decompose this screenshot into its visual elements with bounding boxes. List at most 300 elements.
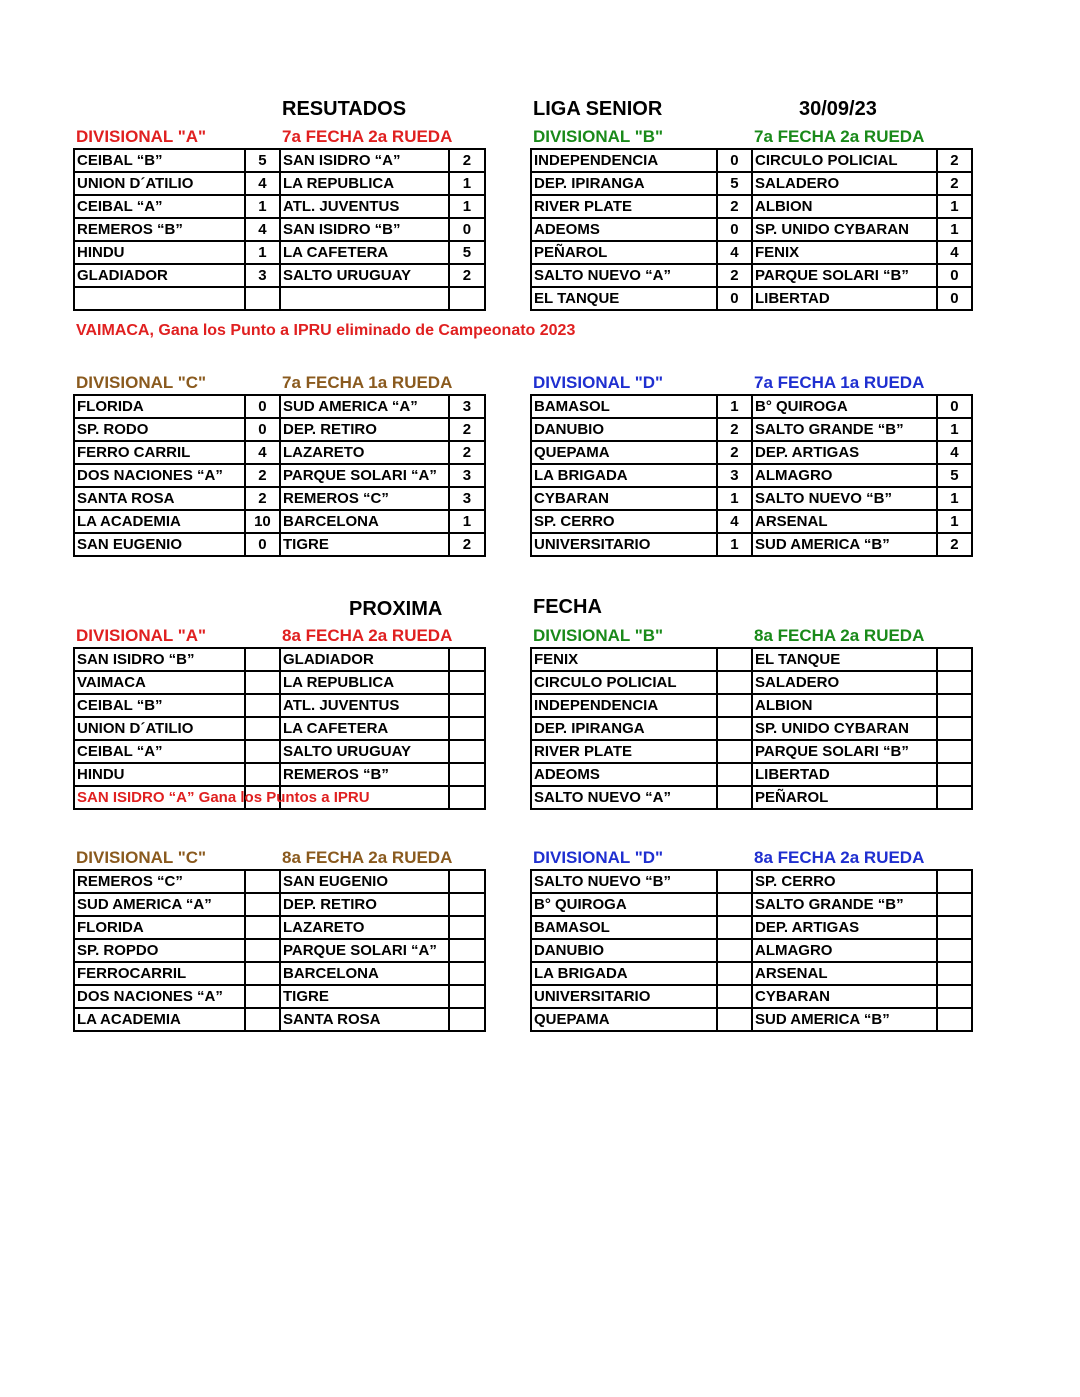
- team-away: BARCELONA: [280, 510, 449, 533]
- team-home: CEIBAL “A”: [74, 195, 245, 218]
- score-home: 0: [245, 533, 280, 556]
- res-divC-round: 7a FECHA 1a RUEDA: [282, 373, 453, 392]
- team-away: SALADERO: [752, 671, 937, 694]
- score-home: 2: [717, 195, 752, 218]
- team-home: HINDU: [74, 241, 245, 264]
- match-row: [531, 510, 972, 533]
- score-home: [245, 287, 280, 310]
- match-row: [531, 870, 972, 893]
- team-home: SANTA ROSA: [74, 487, 245, 510]
- team-away: SALTO NUEVO “B”: [752, 487, 937, 510]
- score-home: [245, 717, 280, 740]
- match-row: [531, 648, 972, 671]
- team-away: DEP. ARTIGAS: [752, 916, 937, 939]
- match-row: [531, 395, 972, 418]
- score-home: [717, 717, 752, 740]
- team-away: SALTO GRANDE “B”: [752, 418, 937, 441]
- score-away: 2: [937, 172, 972, 195]
- score-home: 0: [245, 418, 280, 441]
- team-away: PEÑAROL: [752, 786, 937, 809]
- score-away: 2: [937, 149, 972, 172]
- res-divD-round: 7a FECHA 1a RUEDA: [754, 373, 925, 392]
- team-home: FLORIDA: [74, 395, 245, 418]
- team-home: FENIX: [531, 648, 717, 671]
- score-home: [717, 694, 752, 717]
- match-row: [74, 218, 485, 241]
- match-row: [74, 694, 485, 717]
- team-away: CYBARAN: [752, 985, 937, 1008]
- score-home: 4: [245, 218, 280, 241]
- score-away: [449, 740, 485, 763]
- team-away: PARQUE SOLARI “A”: [280, 464, 449, 487]
- score-away: [449, 1008, 485, 1031]
- match-row: [531, 717, 972, 740]
- team-home: RIVER PLATE: [531, 195, 717, 218]
- team-home: DEP. IPIRANGA: [531, 172, 717, 195]
- team-home: SP. ROPDO: [74, 939, 245, 962]
- score-home: [245, 740, 280, 763]
- score-home: 4: [245, 441, 280, 464]
- team-away: SAN EUGENIO: [280, 870, 449, 893]
- score-away: 0: [937, 395, 972, 418]
- match-row: [531, 740, 972, 763]
- score-away: [449, 870, 485, 893]
- match-row: [531, 939, 972, 962]
- match-row: [74, 1008, 485, 1031]
- team-home: SAN ISIDRO “B”: [74, 648, 245, 671]
- match-row: [531, 441, 972, 464]
- match-row: [531, 195, 972, 218]
- team-away: B° QUIROGA: [752, 395, 937, 418]
- team-home: VAIMACA: [74, 671, 245, 694]
- match-row: [74, 149, 485, 172]
- team-home: RIVER PLATE: [531, 740, 717, 763]
- team-home: UNION D´ATILIO: [74, 717, 245, 740]
- team-away: LA CAFETERA: [280, 241, 449, 264]
- score-home: [717, 893, 752, 916]
- score-away: 4: [937, 441, 972, 464]
- team-home: SALTO NUEVO “B”: [531, 870, 717, 893]
- match-row: [74, 395, 485, 418]
- team-away: SAN ISIDRO “A”: [280, 149, 449, 172]
- score-home: 10: [245, 510, 280, 533]
- score-away: 3: [449, 487, 485, 510]
- score-away: [449, 287, 485, 310]
- team-home: DANUBIO: [531, 939, 717, 962]
- match-row: [74, 740, 485, 763]
- score-home: 0: [245, 395, 280, 418]
- match-row: [74, 939, 485, 962]
- team-away: TIGRE: [280, 533, 449, 556]
- next-divB-table: [530, 647, 973, 810]
- team-home: INDEPENDENCIA: [531, 149, 717, 172]
- score-home: 3: [717, 464, 752, 487]
- team-away: ALMAGRO: [752, 939, 937, 962]
- match-row: [74, 172, 485, 195]
- team-away: SUD AMERICA “B”: [752, 533, 937, 556]
- score-away: [449, 671, 485, 694]
- team-home: CIRCULO POLICIAL: [531, 671, 717, 694]
- team-home: DOS NACIONES “A”: [74, 464, 245, 487]
- score-home: 1: [245, 195, 280, 218]
- match-row: [531, 533, 972, 556]
- score-home: 1: [717, 395, 752, 418]
- score-away: [449, 648, 485, 671]
- score-away: 0: [937, 264, 972, 287]
- res-note: VAIMACA, Gana los Punto a IPRU eliminado de Campeonato 2023: [76, 322, 576, 339]
- res-divB-table: [530, 148, 973, 311]
- score-away: 2: [937, 533, 972, 556]
- team-home: FERROCARRIL: [74, 962, 245, 985]
- team-home: INDEPENDENCIA: [531, 694, 717, 717]
- team-home: CEIBAL “B”: [74, 694, 245, 717]
- next-divB-round: 8a FECHA 2a RUEDA: [754, 626, 925, 645]
- next-divA-title: DIVISIONAL "A": [76, 626, 207, 645]
- score-home: [245, 694, 280, 717]
- date-heading: 30/09/23: [799, 98, 877, 120]
- score-home: 2: [245, 464, 280, 487]
- team-away: FENIX: [752, 241, 937, 264]
- match-row: [74, 763, 485, 786]
- res-divD-title: DIVISIONAL "D": [533, 373, 664, 392]
- team-home: B° QUIROGA: [531, 893, 717, 916]
- team-away: LIBERTAD: [752, 763, 937, 786]
- team-home: DANUBIO: [531, 418, 717, 441]
- next-fecha-heading: FECHA: [533, 596, 602, 618]
- score-home: [717, 786, 752, 809]
- score-home: [717, 648, 752, 671]
- score-home: [717, 939, 752, 962]
- team-home: SP. CERRO: [531, 510, 717, 533]
- match-row: [74, 464, 485, 487]
- match-row: [74, 510, 485, 533]
- match-row: [74, 441, 485, 464]
- score-home: [717, 763, 752, 786]
- team-home: UNIVERSITARIO: [531, 985, 717, 1008]
- match-row: [531, 671, 972, 694]
- score-away: 0: [449, 218, 485, 241]
- match-row: [74, 241, 485, 264]
- team-away: LAZARETO: [280, 916, 449, 939]
- score-away: 0: [937, 287, 972, 310]
- score-home: [245, 962, 280, 985]
- team-away: LA CAFETERA: [280, 717, 449, 740]
- team-away: SUD AMERICA “B”: [752, 1008, 937, 1031]
- empty-cell: [449, 786, 485, 809]
- team-home: BAMASOL: [531, 395, 717, 418]
- score-home: [245, 893, 280, 916]
- team-home: REMEROS “C”: [74, 870, 245, 893]
- team-home: SUD AMERICA “A”: [74, 893, 245, 916]
- score-home: [717, 962, 752, 985]
- res-divB-round: 7a FECHA 2a RUEDA: [754, 127, 925, 146]
- league-heading: LIGA SENIOR: [533, 98, 663, 120]
- score-away: 1: [937, 487, 972, 510]
- next-divD-round: 8a FECHA 2a RUEDA: [754, 848, 925, 867]
- score-home: 5: [717, 172, 752, 195]
- team-away: SP. CERRO: [752, 870, 937, 893]
- match-row: [531, 487, 972, 510]
- team-away: LA REPUBLICA: [280, 671, 449, 694]
- match-row: [531, 172, 972, 195]
- res-divC-table: [73, 394, 486, 557]
- next-divC-table: [73, 869, 486, 1032]
- score-away: 2: [449, 149, 485, 172]
- match-row: [531, 1008, 972, 1031]
- team-away: BARCELONA: [280, 962, 449, 985]
- match-row: [74, 717, 485, 740]
- note-text: SAN ISIDRO “A” Gana los Puntos a IPRU: [77, 789, 370, 806]
- score-away: [449, 893, 485, 916]
- team-away: EL TANQUE: [752, 648, 937, 671]
- score-home: 5: [245, 149, 280, 172]
- match-row: [74, 962, 485, 985]
- score-away: 3: [449, 464, 485, 487]
- team-home: CYBARAN: [531, 487, 717, 510]
- team-home: UNIVERSITARIO: [531, 533, 717, 556]
- next-divC-round: 8a FECHA 2a RUEDA: [282, 848, 453, 867]
- team-home: SALTO NUEVO “A”: [531, 264, 717, 287]
- score-home: [245, 870, 280, 893]
- match-row: [74, 916, 485, 939]
- team-away: SALADERO: [752, 172, 937, 195]
- team-away: TIGRE: [280, 985, 449, 1008]
- res-divB-title: DIVISIONAL "B": [533, 127, 664, 146]
- score-home: [245, 763, 280, 786]
- next-heading: PROXIMA: [349, 598, 443, 620]
- score-home: [245, 1008, 280, 1031]
- next-divC-title: DIVISIONAL "C": [76, 848, 207, 867]
- score-home: 2: [717, 264, 752, 287]
- team-away: ATL. JUVENTUS: [280, 195, 449, 218]
- score-away: [449, 962, 485, 985]
- res-divA-title: DIVISIONAL "A": [76, 127, 207, 146]
- score-away: 1: [449, 510, 485, 533]
- score-home: [245, 939, 280, 962]
- team-away: DEP. ARTIGAS: [752, 441, 937, 464]
- score-home: [717, 671, 752, 694]
- score-home: 0: [717, 149, 752, 172]
- score-home: [717, 916, 752, 939]
- score-away: 1: [449, 195, 485, 218]
- match-row: [74, 418, 485, 441]
- match-row: [74, 870, 485, 893]
- team-away: SALTO GRANDE “B”: [752, 893, 937, 916]
- score-away: [937, 1008, 972, 1031]
- score-away: 1: [449, 172, 485, 195]
- team-home: DEP. IPIRANGA: [531, 717, 717, 740]
- score-home: 2: [245, 487, 280, 510]
- score-away: [449, 717, 485, 740]
- match-row: [531, 464, 972, 487]
- team-away: ATL. JUVENTUS: [280, 694, 449, 717]
- next-divA-table: [73, 647, 486, 810]
- match-row: [74, 287, 485, 310]
- team-home: HINDU: [74, 763, 245, 786]
- team-home: FERRO CARRIL: [74, 441, 245, 464]
- score-away: [937, 962, 972, 985]
- res-divD-table: [530, 394, 973, 557]
- team-away: LAZARETO: [280, 441, 449, 464]
- score-away: 1: [937, 510, 972, 533]
- team-away: PARQUE SOLARI “A”: [280, 939, 449, 962]
- next-divB-title: DIVISIONAL "B": [533, 626, 664, 645]
- team-away: SALTO URUGUAY: [280, 740, 449, 763]
- score-home: [717, 740, 752, 763]
- match-row: [531, 149, 972, 172]
- score-home: 4: [717, 241, 752, 264]
- team-home: UNION D´ATILIO: [74, 172, 245, 195]
- score-away: [449, 694, 485, 717]
- team-home: LA ACADEMIA: [74, 510, 245, 533]
- score-away: [449, 763, 485, 786]
- team-home: GLADIADOR: [74, 264, 245, 287]
- score-home: 2: [717, 441, 752, 464]
- res-divA-table: [73, 148, 486, 311]
- team-away: ARSENAL: [752, 962, 937, 985]
- team-away: LIBERTAD: [752, 287, 937, 310]
- team-home: FLORIDA: [74, 916, 245, 939]
- team-away: [280, 287, 449, 310]
- next-divD-title: DIVISIONAL "D": [533, 848, 664, 867]
- score-away: 1: [937, 418, 972, 441]
- match-row: [531, 418, 972, 441]
- match-row: [74, 195, 485, 218]
- next-divA-round: 8a FECHA 2a RUEDA: [282, 626, 453, 645]
- score-away: 2: [449, 533, 485, 556]
- score-away: [937, 671, 972, 694]
- score-home: [717, 985, 752, 1008]
- score-away: 5: [937, 464, 972, 487]
- match-row: [74, 487, 485, 510]
- score-away: [937, 870, 972, 893]
- team-away: GLADIADOR: [280, 648, 449, 671]
- team-home: LA BRIGADA: [531, 464, 717, 487]
- score-home: 0: [717, 287, 752, 310]
- score-home: 1: [717, 533, 752, 556]
- score-away: [937, 985, 972, 1008]
- score-home: 1: [717, 487, 752, 510]
- score-home: 3: [245, 264, 280, 287]
- score-home: [717, 870, 752, 893]
- score-away: [937, 763, 972, 786]
- score-away: [937, 916, 972, 939]
- score-home: 0: [717, 218, 752, 241]
- team-home: PEÑAROL: [531, 241, 717, 264]
- match-row: [74, 893, 485, 916]
- team-away: SP. UNIDO CYBARAN: [752, 717, 937, 740]
- team-home: LA BRIGADA: [531, 962, 717, 985]
- team-home: REMEROS “B”: [74, 218, 245, 241]
- score-away: [449, 939, 485, 962]
- team-away: PARQUE SOLARI “B”: [752, 740, 937, 763]
- score-away: [449, 985, 485, 1008]
- score-away: [937, 740, 972, 763]
- score-home: [245, 648, 280, 671]
- team-away: DEP. RETIRO: [280, 893, 449, 916]
- note-row: [74, 786, 485, 809]
- match-row: [531, 893, 972, 916]
- score-away: 2: [449, 441, 485, 464]
- match-row: [531, 287, 972, 310]
- match-row: [531, 962, 972, 985]
- team-away: CIRCULO POLICIAL: [752, 149, 937, 172]
- score-away: [937, 648, 972, 671]
- match-row: [74, 264, 485, 287]
- match-row: [531, 763, 972, 786]
- team-away: REMEROS “C”: [280, 487, 449, 510]
- team-home: ADEOMS: [531, 218, 717, 241]
- team-away: ALBION: [752, 694, 937, 717]
- team-away: SAN ISIDRO “B”: [280, 218, 449, 241]
- team-away: SP. UNIDO CYBARAN: [752, 218, 937, 241]
- team-home: ADEOMS: [531, 763, 717, 786]
- team-home: [74, 287, 245, 310]
- score-home: 4: [717, 510, 752, 533]
- match-row: [531, 264, 972, 287]
- team-home: QUEPAMA: [531, 1008, 717, 1031]
- score-home: 1: [245, 241, 280, 264]
- match-row: [531, 241, 972, 264]
- team-away: PARQUE SOLARI “B”: [752, 264, 937, 287]
- res-divC-title: DIVISIONAL "C": [76, 373, 207, 392]
- team-away: SUD AMERICA “A”: [280, 395, 449, 418]
- score-away: 2: [449, 264, 485, 287]
- score-home: 2: [717, 418, 752, 441]
- team-away: DEP. RETIRO: [280, 418, 449, 441]
- res-divA-round: 7a FECHA 2a RUEDA: [282, 127, 453, 146]
- team-away: ALBION: [752, 195, 937, 218]
- team-home: DOS NACIONES “A”: [74, 985, 245, 1008]
- team-away: SANTA ROSA: [280, 1008, 449, 1031]
- score-away: [937, 893, 972, 916]
- match-row: [531, 218, 972, 241]
- match-row: [74, 671, 485, 694]
- match-row: [531, 985, 972, 1008]
- team-home: QUEPAMA: [531, 441, 717, 464]
- score-away: 3: [449, 395, 485, 418]
- score-home: [245, 985, 280, 1008]
- score-away: [449, 916, 485, 939]
- score-away: [937, 939, 972, 962]
- team-away: ARSENAL: [752, 510, 937, 533]
- match-row: [74, 533, 485, 556]
- team-away: SALTO URUGUAY: [280, 264, 449, 287]
- results-heading: RESUTADOS: [282, 98, 407, 120]
- team-home: SAN EUGENIO: [74, 533, 245, 556]
- score-home: 4: [245, 172, 280, 195]
- team-away: ALMAGRO: [752, 464, 937, 487]
- score-away: 5: [449, 241, 485, 264]
- team-home: EL TANQUE: [531, 287, 717, 310]
- score-home: [245, 671, 280, 694]
- team-away: LA REPUBLICA: [280, 172, 449, 195]
- team-home: CEIBAL “A”: [74, 740, 245, 763]
- score-away: [937, 694, 972, 717]
- score-away: 2: [449, 418, 485, 441]
- team-home: LA ACADEMIA: [74, 1008, 245, 1031]
- match-row: [531, 786, 972, 809]
- match-row: [74, 648, 485, 671]
- score-away: 1: [937, 218, 972, 241]
- team-home: SALTO NUEVO “A”: [531, 786, 717, 809]
- next-divD-table: [530, 869, 973, 1032]
- team-away: REMEROS “B”: [280, 763, 449, 786]
- match-row: [74, 985, 485, 1008]
- score-away: [937, 717, 972, 740]
- match-row: [531, 694, 972, 717]
- score-home: [245, 916, 280, 939]
